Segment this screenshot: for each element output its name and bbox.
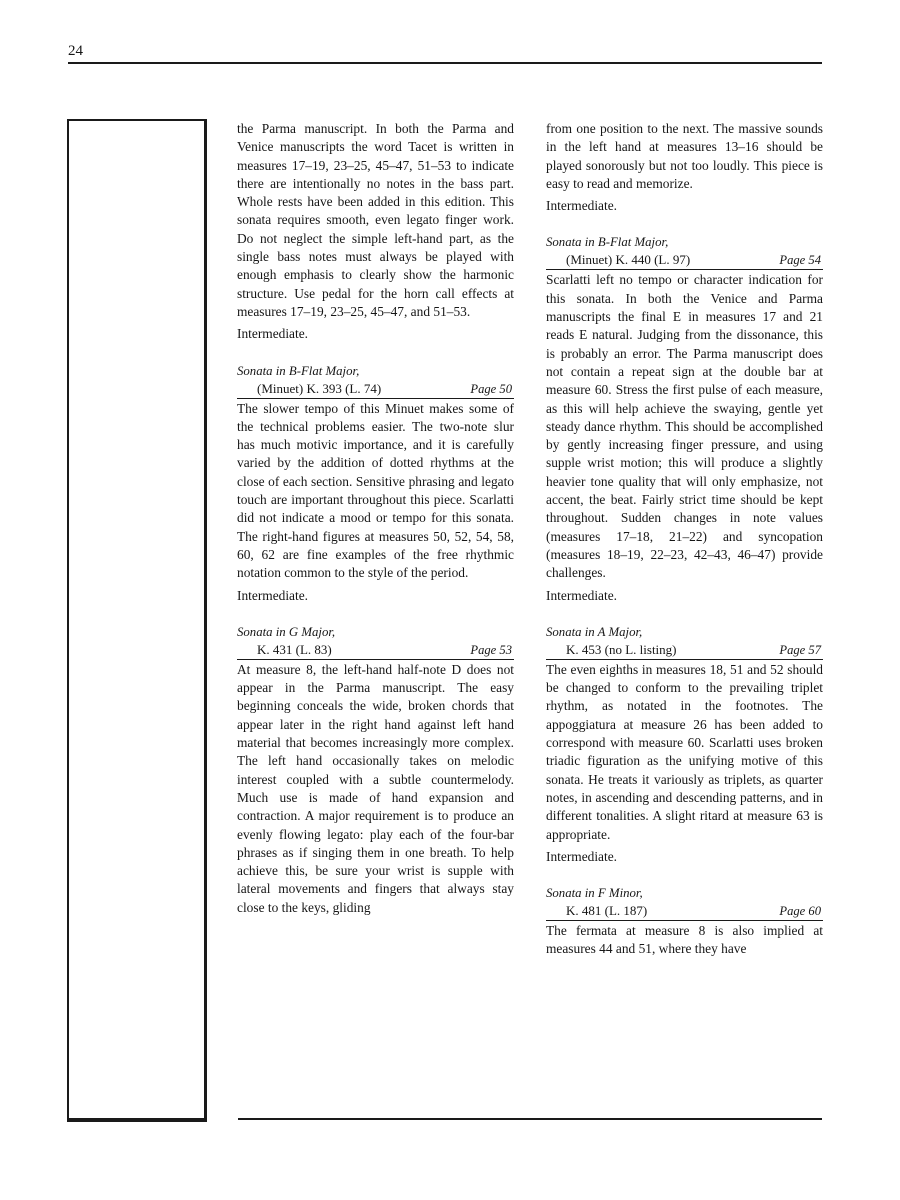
entry-level: Intermediate. xyxy=(546,848,618,864)
entry-page-ref: Page 50 xyxy=(470,381,512,396)
entry-body: The slower tempo of this Minuet makes some of the technical problems easier. The two-note slur has much motivic importance, and it is carefully varied by the addition of dotted rhythms at the close of each section. Sensitive phrasing and legato touch are important throughout this piece. Scarlatti did not indicate a mood or tempo for this sonata. The right-hand figures at measures 50, 52, 54, 58, 60, 62 are fine examples of the free rhythmic notation common to the style of the period. xyxy=(237,400,514,581)
entry-catalog: K. 481 (L. 187) xyxy=(566,903,648,919)
entry-page-ref: Page 53 xyxy=(470,642,512,657)
entry-title: Sonata in B-Flat Major, xyxy=(237,363,360,378)
entry-heading xyxy=(237,362,514,399)
entry-level: Intermediate. xyxy=(546,587,618,603)
entry-title: Sonata in A Major, xyxy=(546,624,643,639)
intro-paragraph: the Parma manuscript. In both the Parma and Venice manuscripts the word Tacet is written in measures 17–19, 23–25, 45–47, 51–53 to indicate there are intentionally no notes in the bass part. Whole rests have been added in this edition. This sonata requires smooth, even legato finger work. Do not neglect the simple left-hand part, as the single bass notes must always be played with enough emphasis to clearly show the harmonic structure. Use pedal for the horn call effects at measures 17–19, 23–25, 45–47, and 51–53. xyxy=(237,121,514,319)
entry-catalog-line xyxy=(546,251,823,270)
entry-page-ref: Page 60 xyxy=(779,904,821,919)
page-number: 24 xyxy=(68,43,83,59)
entry-catalog-line xyxy=(237,641,514,660)
entry-catalog: K. 453 (no L. listing) xyxy=(566,641,677,657)
entry-title: Sonata in B-Flat Major, xyxy=(546,235,669,250)
entry-catalog-line xyxy=(546,902,823,921)
intro-level: Intermediate. xyxy=(237,326,309,342)
entry-body: The even eighths in measures 18, 51 and 52 should be changed to conform to the prevailing triplet rhythm, as notated in the footnotes. The appoggiatura at measure 26 has been added to correspond with measure 60. Scarlatti uses broken triadic figuration as the unifying motive of this sonata. He treats it variously as triplets, as quarter notes, in ascending and descending patterns, and in different tonalities. A slight ritard at measure 63 is appropriate. xyxy=(546,661,823,842)
entry-page-ref: Page 57 xyxy=(779,642,821,657)
entry-heading xyxy=(546,623,823,660)
entry-body: At measure 8, the left-hand half-note D does not appear in the Parma manuscript. The easy beginning conceals the wide, broken chords that appear later in the right hand against left hand material that becomes increasingly more complex. The left hand occasionally takes on melodic interest coupled with a subtle countermelody. Much use is made of hand expansion and contraction. A major requirement is to produce an evenly flowing legato: play each of the four-bar phrases as if singing them in one breath. To help achieve this, be sure your wrist is supple with lateral movements and fingers that always stay close to the keys, gliding xyxy=(237,661,514,915)
entry-title: Sonata in G Major, xyxy=(237,624,336,639)
right-column xyxy=(546,120,823,959)
entry-page-ref: Page 54 xyxy=(779,253,821,268)
entry-heading xyxy=(237,623,514,660)
entry-level: Intermediate. xyxy=(237,587,309,603)
entry-catalog: (Minuet) K. 440 (L. 97) xyxy=(566,252,691,268)
entry-heading xyxy=(546,233,823,270)
entry-catalog-line xyxy=(546,641,823,660)
entry-body: The fermata at measure 8 is also implied at measures 44 and 51, where they have xyxy=(546,923,823,957)
entry-catalog: (Minuet) K. 393 (L. 74) xyxy=(257,380,382,396)
left-column xyxy=(237,120,514,917)
entry-title: Sonata in F Minor, xyxy=(546,886,643,901)
side-box xyxy=(67,119,207,1122)
footer-rule xyxy=(238,1118,822,1120)
continued-level: Intermediate. xyxy=(546,198,618,214)
entry-body: Scarlatti left no tempo or character indication for this sonata. In both the Venice and Parma manuscripts the final E in measures 17 and 21 reads E natural. Judging from the dissonance, this is probably an error. The Parma manuscript does not contain a repeat sign at the double bar at measure 60. Stress the first pulse of each measure, as this will help achieve the swaying, gentle yet steady dance rhythm. This should be accomplished by gently increasing finger pressure, and using supple wrist motion; this will produce a slightly heavier tone quality that will only emphasize, not accent, the beat. Fairly strict time should be kept throughout. Sudden changes in note values (measures 17–18, 21–22) and syncopation (measures 18–19, 22–23, 42–43, 46–47) provide challenges. xyxy=(546,272,823,581)
header-rule xyxy=(68,62,822,64)
entry-catalog-line xyxy=(237,380,514,399)
continued-paragraph: from one position to the next. The massive sounds in the left hand at measures 13–16 should be played sonorously but not too loudly. This piece is easy to read and memorize. xyxy=(546,121,823,191)
entry-catalog: K. 431 (L. 83) xyxy=(257,641,332,657)
entry-heading xyxy=(546,884,823,921)
